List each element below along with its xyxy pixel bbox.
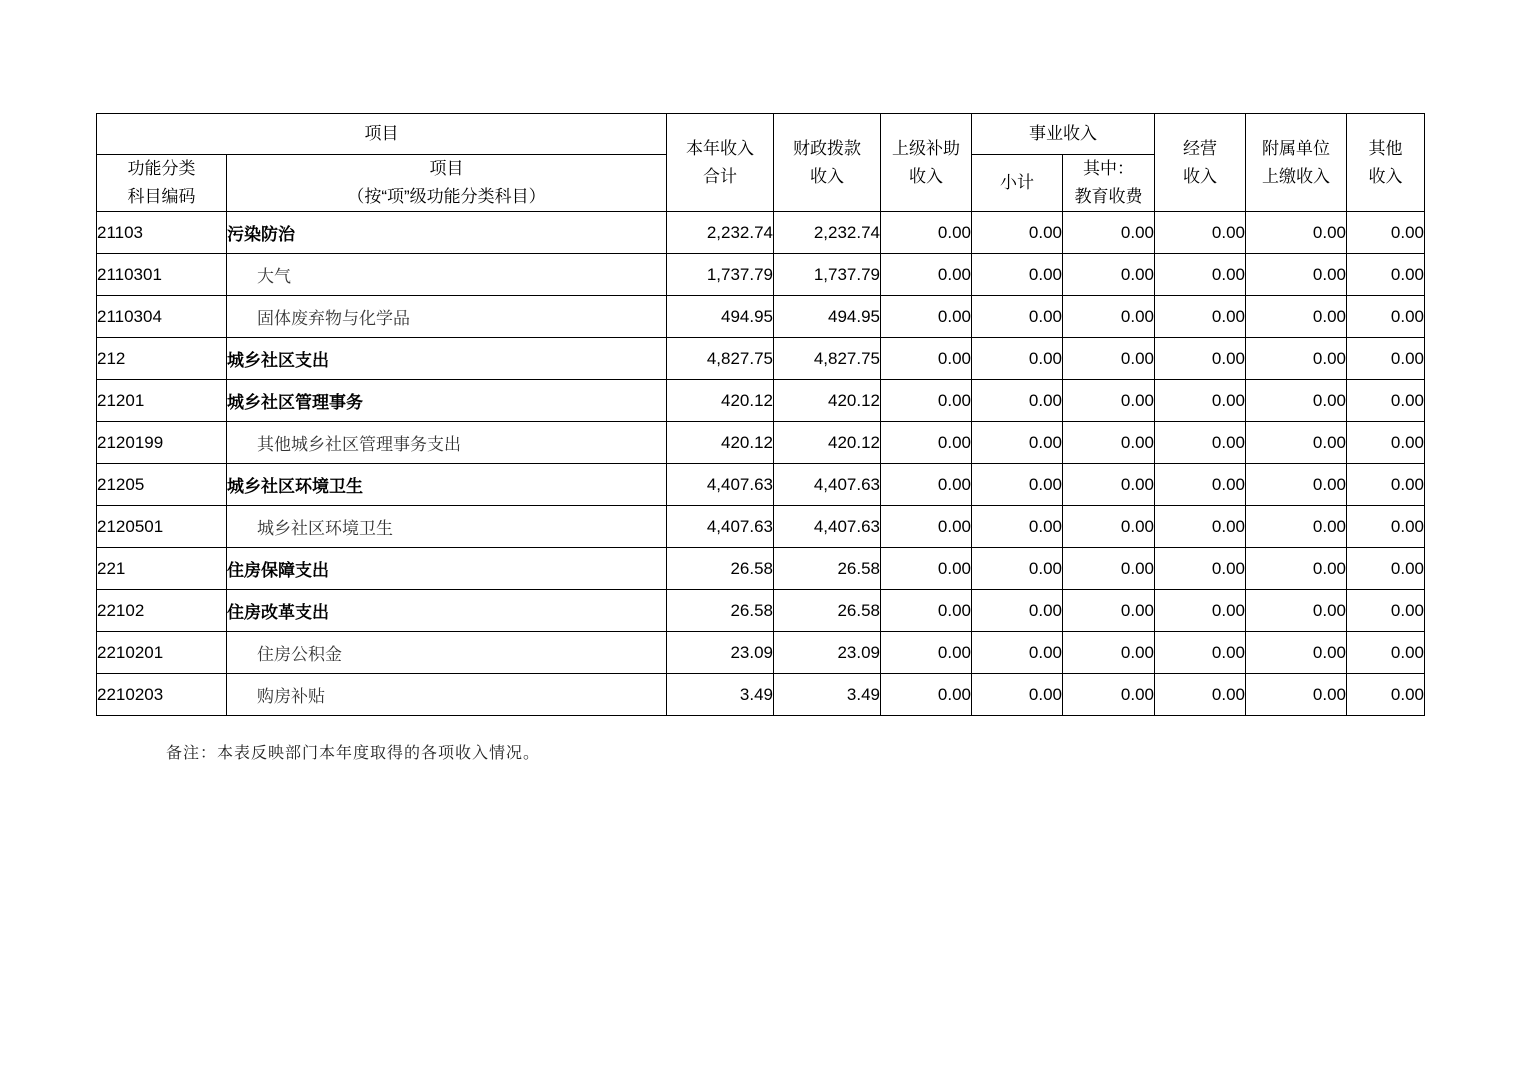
cell-affiliate: 0.00 — [1246, 674, 1347, 716]
cell-name: 住房保障支出 — [227, 548, 667, 590]
cell-fiscal: 23.09 — [774, 632, 881, 674]
cell-subsidy: 0.00 — [881, 212, 972, 254]
cell-code: 2120199 — [97, 422, 227, 464]
income-table-container — [96, 113, 1424, 716]
cell-edu: 0.00 — [1063, 212, 1155, 254]
cell-code: 21103 — [97, 212, 227, 254]
cell-subtotal: 0.00 — [972, 464, 1063, 506]
cell-subtotal: 0.00 — [972, 632, 1063, 674]
cell-subtotal: 0.00 — [972, 590, 1063, 632]
cell-affiliate: 0.00 — [1246, 632, 1347, 674]
cell-code: 2110301 — [97, 254, 227, 296]
header-subsidy — [881, 114, 972, 212]
cell-other: 0.00 — [1347, 212, 1425, 254]
cell-edu: 0.00 — [1063, 464, 1155, 506]
cell-code: 21201 — [97, 380, 227, 422]
table-row — [97, 632, 1425, 674]
header-edu — [1063, 155, 1155, 212]
cell-fiscal: 4,407.63 — [774, 506, 881, 548]
table-row — [97, 548, 1425, 590]
header-business-group: 事业收入 — [972, 114, 1155, 155]
cell-other: 0.00 — [1347, 674, 1425, 716]
cell-subsidy: 0.00 — [881, 506, 972, 548]
cell-total: 420.12 — [667, 422, 774, 464]
cell-fiscal: 3.49 — [774, 674, 881, 716]
cell-edu: 0.00 — [1063, 422, 1155, 464]
cell-code: 212 — [97, 338, 227, 380]
cell-name: 其他城乡社区管理事务支出 — [227, 422, 667, 464]
cell-affiliate: 0.00 — [1246, 506, 1347, 548]
header-code — [97, 155, 227, 212]
cell-affiliate: 0.00 — [1246, 464, 1347, 506]
header-edu-line2: 教育收费 — [1074, 187, 1143, 206]
cell-operating: 0.00 — [1155, 632, 1246, 674]
cell-fiscal: 1,737.79 — [774, 254, 881, 296]
cell-name: 污染防治 — [227, 212, 667, 254]
cell-affiliate: 0.00 — [1246, 590, 1347, 632]
header-total-line1: 本年收入 — [686, 138, 754, 158]
cell-subtotal: 0.00 — [972, 548, 1063, 590]
cell-name: 购房补贴 — [227, 674, 667, 716]
cell-affiliate: 0.00 — [1246, 380, 1347, 422]
cell-edu: 0.00 — [1063, 338, 1155, 380]
cell-subsidy: 0.00 — [881, 422, 972, 464]
table-row — [97, 296, 1425, 338]
table-note: 备注：本表反映部门本年度取得的各项收入情况。 — [166, 743, 541, 762]
header-project-group: 项目 — [97, 114, 667, 155]
header-affiliate — [1246, 114, 1347, 212]
header-subsidy-line1: 上级补助 — [892, 138, 960, 158]
cell-name: 城乡社区支出 — [227, 338, 667, 380]
cell-edu: 0.00 — [1063, 674, 1155, 716]
cell-operating: 0.00 — [1155, 338, 1246, 380]
cell-subsidy: 0.00 — [881, 674, 972, 716]
table-row — [97, 338, 1425, 380]
cell-total: 4,407.63 — [667, 464, 774, 506]
cell-fiscal: 4,407.63 — [774, 464, 881, 506]
cell-edu: 0.00 — [1063, 296, 1155, 338]
cell-operating: 0.00 — [1155, 212, 1246, 254]
cell-edu: 0.00 — [1063, 548, 1155, 590]
cell-affiliate: 0.00 — [1246, 296, 1347, 338]
header-total — [667, 114, 774, 212]
cell-total: 26.58 — [667, 548, 774, 590]
cell-name: 住房公积金 — [227, 632, 667, 674]
cell-total: 4,407.63 — [667, 506, 774, 548]
header-name-line1: 项目 — [429, 159, 464, 178]
cell-operating: 0.00 — [1155, 296, 1246, 338]
header-name — [227, 155, 667, 212]
cell-operating: 0.00 — [1155, 590, 1246, 632]
cell-fiscal: 420.12 — [774, 380, 881, 422]
cell-code: 221 — [97, 548, 227, 590]
cell-name: 住房改革支出 — [227, 590, 667, 632]
cell-subtotal: 0.00 — [972, 338, 1063, 380]
cell-subtotal: 0.00 — [972, 674, 1063, 716]
header-affiliate-line1: 附属单位 — [1262, 138, 1330, 158]
cell-name: 大气 — [227, 254, 667, 296]
cell-fiscal: 420.12 — [774, 422, 881, 464]
cell-operating: 0.00 — [1155, 548, 1246, 590]
cell-subsidy: 0.00 — [881, 338, 972, 380]
cell-subsidy: 0.00 — [881, 632, 972, 674]
header-fiscal-line1: 财政拨款 — [793, 138, 861, 158]
cell-name: 城乡社区环境卫生 — [227, 506, 667, 548]
cell-other: 0.00 — [1347, 296, 1425, 338]
cell-operating: 0.00 — [1155, 506, 1246, 548]
cell-total: 26.58 — [667, 590, 774, 632]
header-code-line2: 科目编码 — [127, 187, 196, 206]
cell-subtotal: 0.00 — [972, 422, 1063, 464]
cell-total: 4,827.75 — [667, 338, 774, 380]
cell-code: 2120501 — [97, 506, 227, 548]
header-code-line1: 功能分类 — [127, 159, 196, 178]
table-row — [97, 464, 1425, 506]
cell-other: 0.00 — [1347, 254, 1425, 296]
header-other — [1347, 114, 1425, 212]
cell-fiscal: 2,232.74 — [774, 212, 881, 254]
cell-affiliate: 0.00 — [1246, 338, 1347, 380]
cell-operating: 0.00 — [1155, 674, 1246, 716]
header-subtotal: 小计 — [972, 155, 1063, 212]
cell-edu: 0.00 — [1063, 590, 1155, 632]
header-operating-line1: 经营 — [1183, 138, 1217, 158]
header-fiscal-line2: 收入 — [810, 166, 844, 186]
cell-affiliate: 0.00 — [1246, 212, 1347, 254]
table-header — [97, 114, 1425, 212]
cell-total: 23.09 — [667, 632, 774, 674]
cell-total: 420.12 — [667, 380, 774, 422]
cell-operating: 0.00 — [1155, 422, 1246, 464]
table-row — [97, 422, 1425, 464]
cell-code: 2110304 — [97, 296, 227, 338]
cell-code: 2210201 — [97, 632, 227, 674]
cell-subsidy: 0.00 — [881, 254, 972, 296]
cell-edu: 0.00 — [1063, 506, 1155, 548]
cell-affiliate: 0.00 — [1246, 422, 1347, 464]
cell-code: 21205 — [97, 464, 227, 506]
cell-operating: 0.00 — [1155, 254, 1246, 296]
header-operating-line2: 收入 — [1183, 166, 1217, 186]
header-other-line2: 收入 — [1368, 166, 1403, 186]
table-row — [97, 380, 1425, 422]
table-row — [97, 590, 1425, 632]
cell-subtotal: 0.00 — [972, 380, 1063, 422]
header-subsidy-line2: 收入 — [909, 166, 943, 186]
cell-fiscal: 26.58 — [774, 590, 881, 632]
cell-code: 2210203 — [97, 674, 227, 716]
cell-other: 0.00 — [1347, 380, 1425, 422]
cell-subsidy: 0.00 — [881, 590, 972, 632]
cell-subtotal: 0.00 — [972, 296, 1063, 338]
cell-total: 2,232.74 — [667, 212, 774, 254]
header-total-line2: 合计 — [703, 166, 737, 186]
cell-total: 494.95 — [667, 296, 774, 338]
header-edu-line1: 其中： — [1083, 159, 1134, 178]
cell-subtotal: 0.00 — [972, 254, 1063, 296]
header-name-line2: （按“项”级功能分类科目） — [347, 187, 546, 206]
cell-affiliate: 0.00 — [1246, 254, 1347, 296]
cell-total: 3.49 — [667, 674, 774, 716]
header-operating — [1155, 114, 1246, 212]
cell-operating: 0.00 — [1155, 380, 1246, 422]
cell-fiscal: 494.95 — [774, 296, 881, 338]
cell-fiscal: 26.58 — [774, 548, 881, 590]
cell-subsidy: 0.00 — [881, 380, 972, 422]
cell-subtotal: 0.00 — [972, 212, 1063, 254]
cell-affiliate: 0.00 — [1246, 548, 1347, 590]
cell-other: 0.00 — [1347, 506, 1425, 548]
cell-total: 1,737.79 — [667, 254, 774, 296]
cell-other: 0.00 — [1347, 464, 1425, 506]
cell-name: 城乡社区环境卫生 — [227, 464, 667, 506]
cell-edu: 0.00 — [1063, 380, 1155, 422]
cell-name: 城乡社区管理事务 — [227, 380, 667, 422]
cell-operating: 0.00 — [1155, 464, 1246, 506]
header-affiliate-line2: 上缴收入 — [1262, 166, 1330, 186]
table-body — [97, 212, 1425, 716]
cell-subtotal: 0.00 — [972, 506, 1063, 548]
cell-other: 0.00 — [1347, 590, 1425, 632]
cell-subsidy: 0.00 — [881, 296, 972, 338]
cell-subsidy: 0.00 — [881, 548, 972, 590]
cell-fiscal: 4,827.75 — [774, 338, 881, 380]
income-table — [96, 113, 1425, 716]
header-fiscal — [774, 114, 881, 212]
cell-other: 0.00 — [1347, 548, 1425, 590]
table-row — [97, 506, 1425, 548]
header-other-line1: 其他 — [1368, 138, 1403, 158]
cell-edu: 0.00 — [1063, 632, 1155, 674]
table-row — [97, 674, 1425, 716]
cell-other: 0.00 — [1347, 422, 1425, 464]
cell-code: 22102 — [97, 590, 227, 632]
cell-subsidy: 0.00 — [881, 464, 972, 506]
cell-name: 固体废弃物与化学品 — [227, 296, 667, 338]
cell-other: 0.00 — [1347, 338, 1425, 380]
table-row — [97, 212, 1425, 254]
table-row — [97, 254, 1425, 296]
cell-other: 0.00 — [1347, 632, 1425, 674]
cell-edu: 0.00 — [1063, 254, 1155, 296]
